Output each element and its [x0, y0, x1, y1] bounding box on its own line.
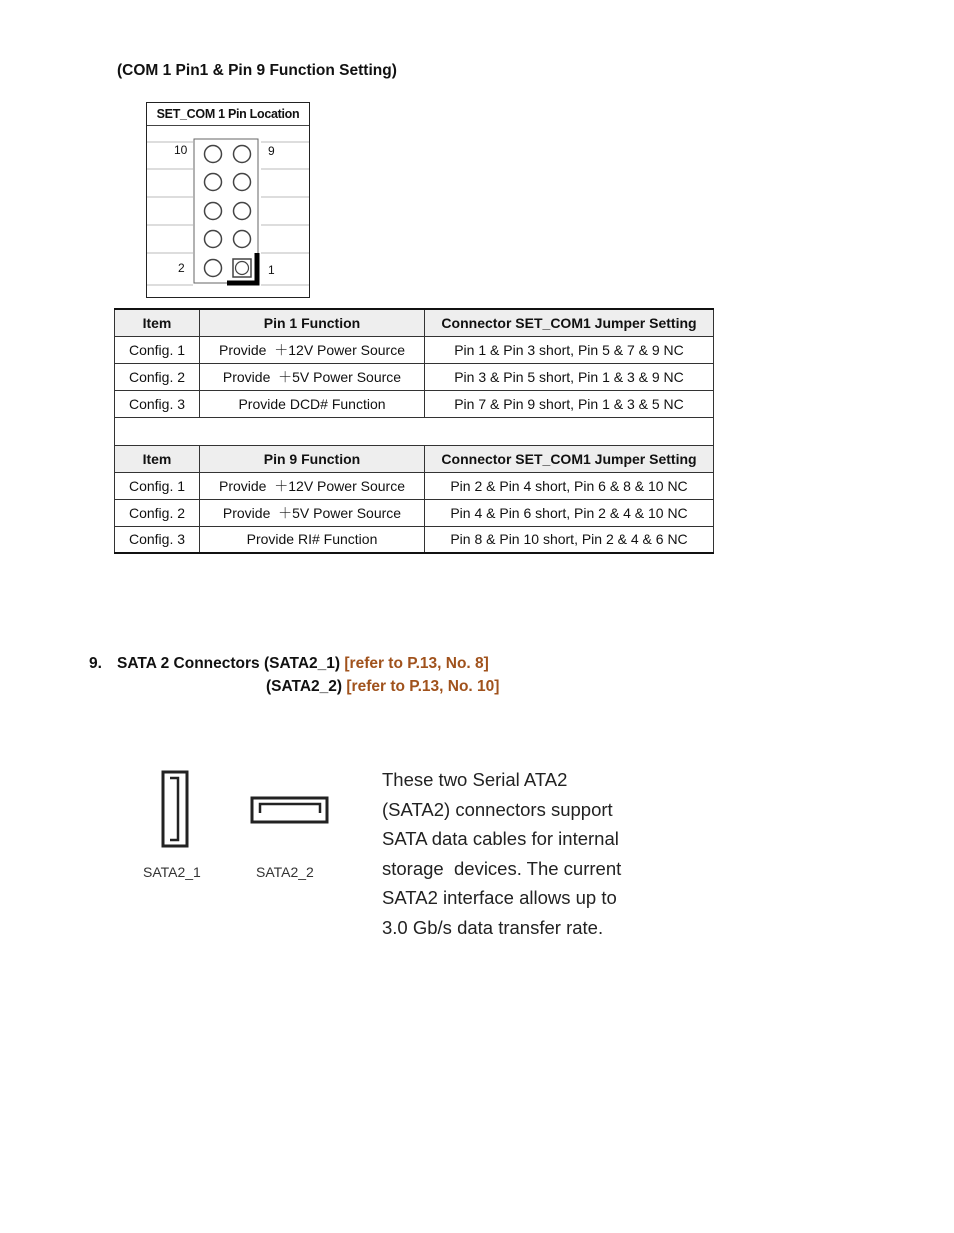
header-item: Item [115, 445, 200, 472]
cell-setting: Pin 3 & Pin 5 short, Pin 1 & 3 & 9 NC [425, 363, 714, 390]
cell-setting: Pin 1 & Pin 3 short, Pin 5 & 7 & 9 NC [425, 336, 714, 363]
sata2-2-label: SATA2_2 [256, 864, 314, 880]
cell-function: Provide DCD# Function [200, 390, 425, 417]
table-row [115, 363, 714, 390]
cell-function: Provide ＋12V Power Source [200, 472, 425, 499]
table-row [115, 390, 714, 417]
description-line: These two Serial ATA2 [382, 769, 568, 790]
table-header-row [115, 445, 714, 472]
cell-setting: Pin 8 & Pin 10 short, Pin 2 & 4 & 6 NC [425, 526, 714, 553]
header-jumper-setting: Connector SET_COM1 Jumper Setting [425, 445, 714, 472]
jumper-setting-table [114, 308, 714, 554]
table-row [115, 336, 714, 363]
pin-location-diagram [146, 102, 310, 298]
section-title: (COM 1 Pin1 & Pin 9 Function Setting) [117, 62, 397, 79]
header-function: Pin 1 Function [200, 309, 425, 336]
sata2-1-connector-icon [160, 770, 192, 850]
description-line: (SATA2) connectors support [382, 798, 613, 820]
sata-subtitle-text: (SATA2_2) [266, 678, 343, 695]
sata2-1-label: SATA2_1 [143, 864, 201, 880]
sata-ref-link-1[interactable]: [refer to P.13, No. 8] [344, 655, 489, 672]
cell-item: Config. 3 [115, 526, 200, 553]
description-line: SATA2 interface allows up to [382, 887, 617, 909]
table-row [115, 526, 714, 553]
cell-item: Config. 2 [115, 499, 200, 526]
cell-setting: Pin 4 & Pin 6 short, Pin 2 & 4 & 10 NC [425, 499, 714, 526]
table-spacer-row [115, 417, 714, 445]
pin-header-graphic [147, 125, 309, 297]
sata-description [382, 765, 662, 943]
cell-function: Provide ＋12V Power Source [200, 336, 425, 363]
cell-setting: Pin 7 & Pin 9 short, Pin 1 & 3 & 5 NC [425, 390, 714, 417]
cell-function: Provide ＋5V Power Source [200, 499, 425, 526]
sata2-2-connector-icon [250, 796, 330, 824]
header-item: Item [115, 309, 200, 336]
cell-function: Provide ＋5V Power Source [200, 363, 425, 390]
cell-function: Provide RI# Function [200, 526, 425, 553]
sata-section-number: 9. [89, 655, 102, 672]
pin-number-2: 2 [178, 261, 185, 275]
pin-number-9: 9 [268, 144, 275, 158]
cell-item: Config. 2 [115, 363, 200, 390]
sata-section-subtitle [266, 678, 499, 696]
pin-location-title: SET_COM 1 Pin Location [147, 103, 309, 126]
header-function: Pin 9 Function [200, 445, 425, 472]
table-header-row [115, 309, 714, 336]
pin-number-1: 1 [268, 263, 275, 277]
cell-item: Config. 1 [115, 336, 200, 363]
table-row [115, 472, 714, 499]
table-row [115, 499, 714, 526]
cell-item: Config. 1 [115, 472, 200, 499]
header-jumper-setting: Connector SET_COM1 Jumper Setting [425, 309, 714, 336]
sata-ref-link-2[interactable]: [refer to P.13, No. 10] [346, 678, 500, 695]
description-line: storage devices. The current [382, 857, 622, 879]
sata-section-title [117, 655, 489, 673]
description-line: SATA data cables for internal [382, 828, 619, 850]
pin-number-10: 10 [174, 143, 188, 157]
sata-title-text: SATA 2 Connectors (SATA2_1) [117, 655, 341, 672]
cell-setting: Pin 2 & Pin 4 short, Pin 6 & 8 & 10 NC [425, 472, 714, 499]
cell-item: Config. 3 [115, 390, 200, 417]
description-line: 3.0 Gb/s data transfer rate. [382, 916, 604, 938]
